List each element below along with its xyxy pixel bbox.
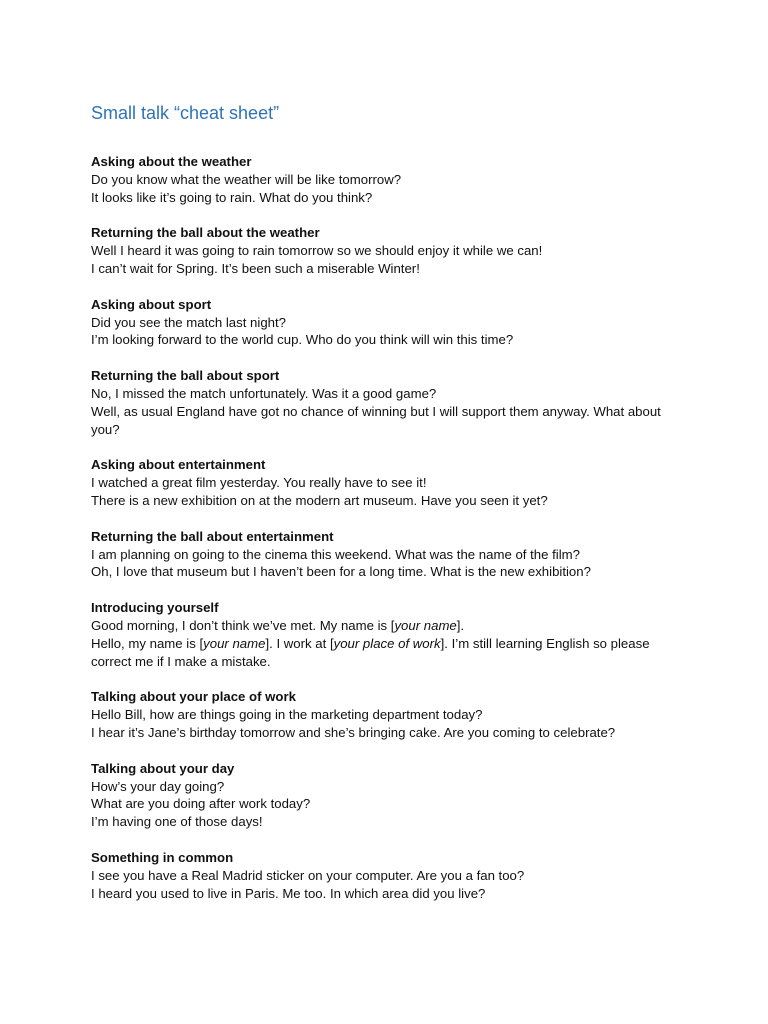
section (91, 688, 681, 741)
text-line: Did you see the match last night? (91, 314, 286, 330)
text-line: Hello Bill, how are things going in the marketing department today? (91, 707, 483, 723)
section (91, 456, 681, 509)
text-line: I’m having one of those days! (91, 814, 263, 830)
text-line: Well I heard it was going to rain tomorrow so we should enjoy it while we can! (91, 243, 543, 259)
section-heading: Returning the ball about sport (91, 368, 280, 384)
text-line: I heard you used to live in Paris. Me too. In which area did you live? (91, 885, 486, 901)
section-heading: Introducing yourself (91, 600, 219, 616)
section (91, 367, 681, 438)
text-run: ]. (456, 617, 465, 633)
text-run: Hello, my name is [ (91, 635, 204, 651)
section-heading: Asking about the weather (91, 154, 252, 169)
section-heading: Talking about your day (91, 760, 235, 776)
text-line: I’m looking forward to the world cup. Who do you think will win this time? (91, 332, 514, 348)
document-page (91, 101, 681, 920)
text-line: I watched a great film yesterday. You really have to see it! (91, 475, 427, 491)
text-line: I am planning on going to the cinema this weekend. What was the name of the film? (91, 546, 580, 562)
text-line: Do you know what the weather will be like tomorrow? (91, 171, 402, 187)
section-heading: Returning the ball about entertainment (91, 528, 334, 544)
text-line (91, 635, 681, 671)
text-line: There is a new exhibition on at the modern art museum. Have you seen it yet? (91, 492, 548, 508)
section-heading: Returning the ball about the weather (91, 225, 320, 241)
text-run: ]. I’m still learning English so please correct me if I make a mistake. (91, 635, 650, 669)
section-heading: Asking about sport (91, 296, 212, 312)
section (91, 599, 681, 670)
text-line: It looks like it’s going to rain. What do you think? (91, 189, 373, 205)
page-title: Small talk “cheat sheet” (91, 103, 280, 123)
text-run: Good morning, I don’t think we’ve met. My name is [ (91, 617, 395, 633)
text-line: Well, as usual England have got no chance of winning but I will support them anyway. What about you? (91, 403, 661, 437)
text-line: No, I missed the match unfortunately. Was it a good game? (91, 385, 437, 401)
section (91, 224, 681, 277)
text-line: I hear it’s Jane’s birthday tomorrow and she’s bringing cake. Are you coming to celebrate? (91, 724, 616, 740)
section (91, 153, 681, 206)
section (91, 296, 681, 349)
placeholder-text: your name (394, 617, 457, 633)
section (91, 528, 681, 581)
section (91, 849, 681, 902)
text-run: ]. I work at [ (265, 635, 334, 651)
placeholder-text: your place of work (333, 635, 441, 651)
section-heading: Asking about entertainment (91, 457, 266, 473)
text-line: What are you doing after work today? (91, 796, 311, 812)
placeholder-text: your name (203, 635, 266, 651)
sections-container (91, 153, 681, 902)
text-line: I can’t wait for Spring. It’s been such a miserable Winter! (91, 260, 420, 276)
section (91, 760, 681, 831)
text-line: I see you have a Real Madrid sticker on your computer. Are you a fan too? (91, 867, 525, 883)
text-line: Oh, I love that museum but I haven’t been for a long time. What is the new exhibition? (91, 564, 591, 580)
text-line (91, 617, 681, 635)
section-heading: Talking about your place of work (91, 689, 296, 705)
section-heading: Something in common (91, 849, 234, 865)
text-line: How’s your day going? (91, 778, 225, 794)
